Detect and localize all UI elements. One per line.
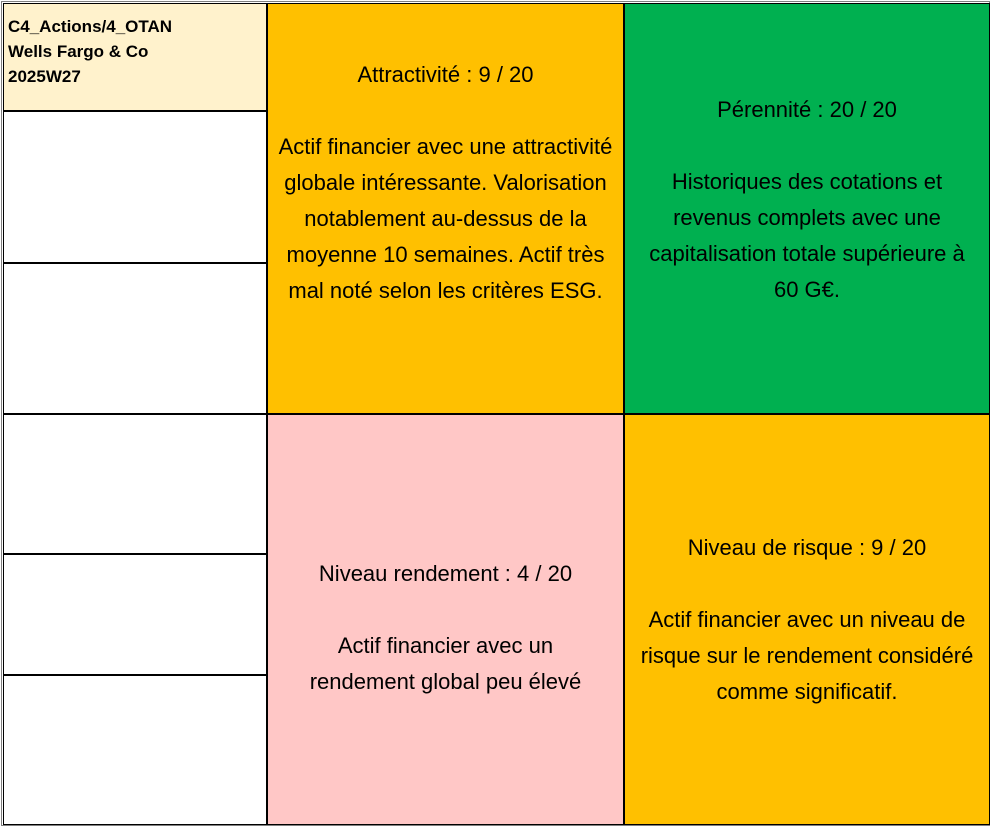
empty-cell-1 [3,111,267,263]
empty-cell-3 [3,414,267,554]
header-week: 2025W27 [8,67,81,86]
rendement-panel [267,414,624,825]
perennite-description: Historiques des cotations et revenus complets avec une capitalisation totale supérieure à 60 G€. [649,168,965,302]
header-company: Wells Fargo & Co [8,42,149,61]
empty-cell-2 [3,263,267,414]
rendement-description: Actif financier avec un rendement global peu élevé [309,632,582,694]
header-category: C4_Actions/4_OTAN [8,17,173,36]
risque-description: Actif financier avec un niveau de risque sur le rendement considéré comme significatif. [640,606,974,704]
header-cell [3,3,267,111]
perennite-title: Pérennité : 20 / 20 [717,96,897,122]
rendement-title: Niveau rendement : 4 / 20 [318,560,573,586]
attractivite-title: Attractivité : 9 / 20 [357,61,534,87]
attractivite-description: Actif financier avec une attractivité globale intéressante. Valorisation notablement au-dessus de la moyenne 10 semaines. Actif très mal noté selon les critères ESG. [278,133,613,303]
risque-panel [624,414,990,825]
risque-title: Niveau de risque : 9 / 20 [687,534,927,560]
empty-cell-5 [3,675,267,825]
empty-cell-4 [3,554,267,675]
attractivite-panel [267,3,624,414]
perennite-panel [624,3,990,414]
